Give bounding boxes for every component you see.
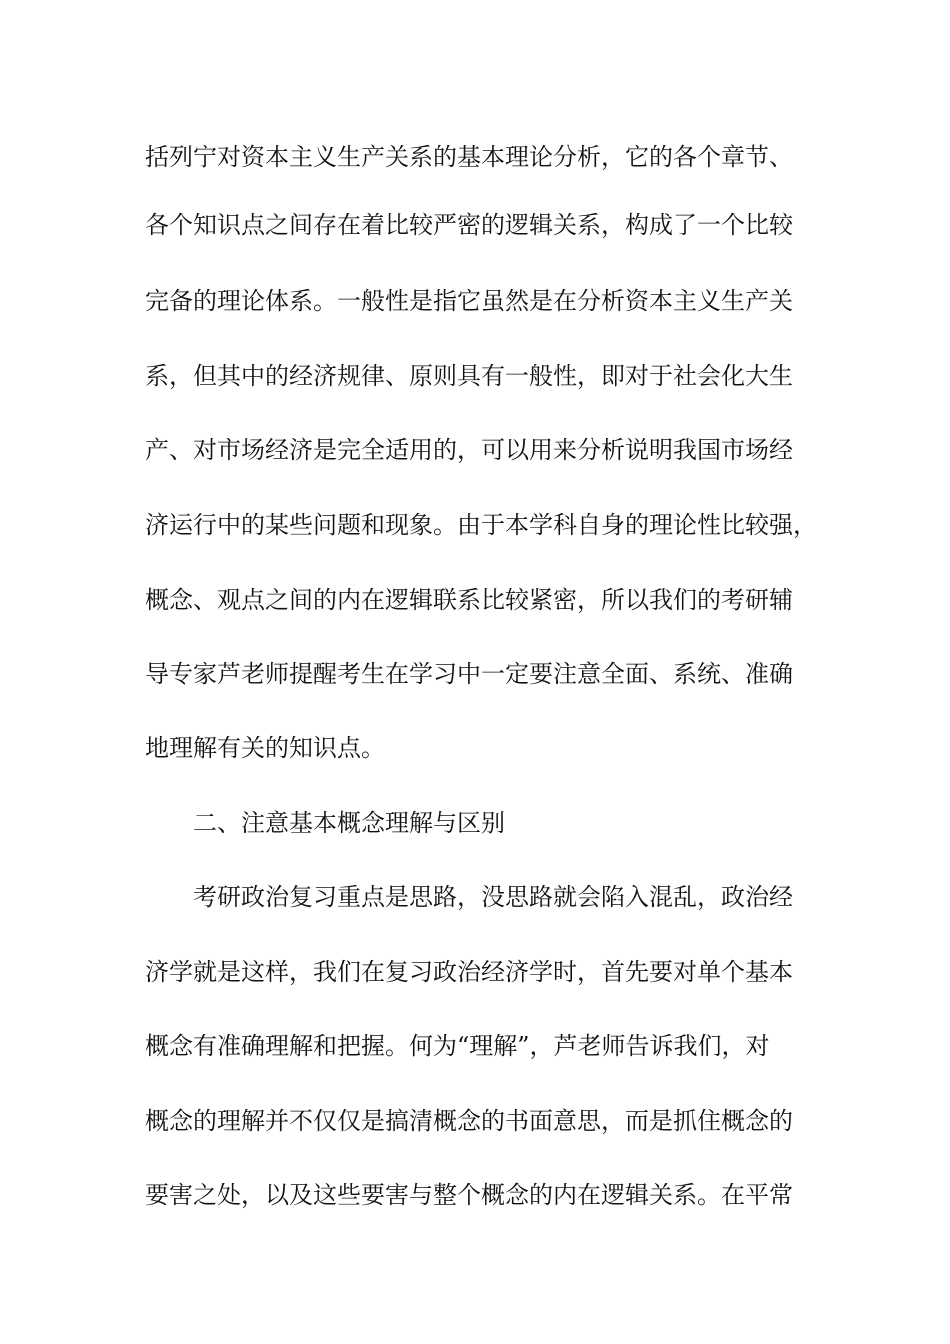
text-line-11: 考研政治复习重点是思路，没思路就会陷入混乱，政治经 <box>193 883 793 911</box>
text-line-12: 济学就是这样，我们在复习政治经济学时，首先要对单个基本 <box>145 958 793 986</box>
text-line-5: 产、对市场经济是完全适用的，可以用来分析说明我国市场经 <box>145 436 793 464</box>
text-line-1: 括列宁对资本主义生产关系的基本理论分析，它的各个章节、 <box>145 143 793 171</box>
text-line-7: 概念、观点之间的内在逻辑联系比较紧密，所以我们的考研辅 <box>145 586 793 614</box>
text-line-9: 地理解有关的知识点。 <box>145 734 385 762</box>
section-heading: 二、注意基本概念理解与区别 <box>193 809 505 837</box>
text-line-3: 完备的理论体系。一般性是指它虽然是在分析资本主义生产关 <box>145 287 793 315</box>
text-line-15: 要害之处，以及这些要害与整个概念的内在逻辑关系。在平常 <box>145 1181 793 1209</box>
text-line-8: 导专家芦老师提醒考生在学习中一定要注意全面、系统、准确 <box>145 660 793 688</box>
text-line-6: 济运行中的某些问题和现象。由于本学科自身的理论性比较强， <box>145 511 817 539</box>
text-line-14: 概念的理解并不仅仅是搞清概念的书面意思，而是抓住概念的 <box>145 1107 793 1135</box>
text-line-2: 各个知识点之间存在着比较严密的逻辑关系，构成了一个比较 <box>145 211 793 239</box>
text-line-4: 系，但其中的经济规律、原则具有一般性，即对于社会化大生 <box>145 362 793 390</box>
text-line-13: 概念有准确理解和把握。何为“理解”，芦老师告诉我们，对 <box>145 1032 770 1060</box>
